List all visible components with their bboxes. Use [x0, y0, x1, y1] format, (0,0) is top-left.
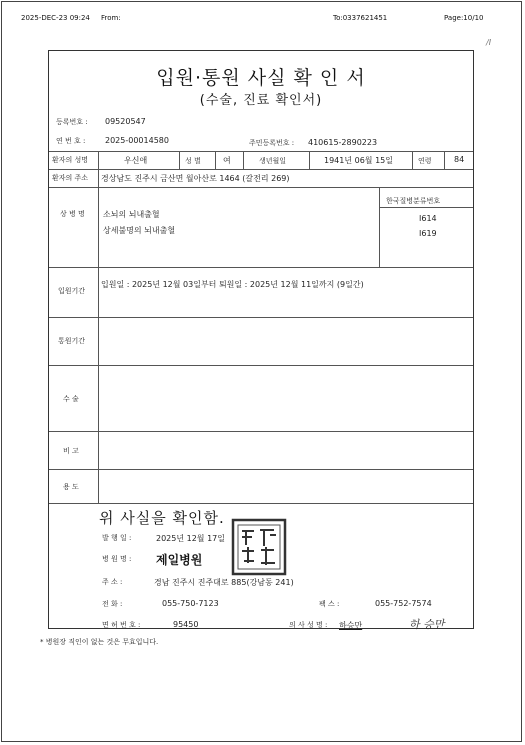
doctor-signature: 하 승만: [409, 618, 445, 631]
diagnosis-label: 상 병 명: [60, 210, 85, 218]
hospital-seal: [230, 517, 288, 577]
hospital-fax: 055-752-7574: [375, 599, 432, 608]
diagnosis-code-2: I619: [419, 229, 437, 238]
document-title: 입원·통원 사실 확 인 서: [156, 67, 366, 89]
age-label: 연령: [418, 157, 432, 165]
fax-to: To:0337621451: [333, 14, 388, 22]
license-label: 면 허 번 호 :: [102, 621, 141, 629]
reg-number: 09520547: [105, 117, 146, 126]
diagnosis-1: 소뇌의 뇌내출혈: [103, 210, 160, 219]
admission-label: 입원기간: [58, 287, 86, 295]
patient-name-label: 환자의 성명: [52, 156, 89, 164]
hospital-address: 경남 진주시 진주대로 885(강남동 241): [154, 578, 294, 587]
doctor-name: 하승만: [339, 621, 363, 630]
issue-date: 2025년 12월 17일: [156, 534, 225, 543]
hospital-name: 제일병원: [156, 553, 203, 567]
patient-name: 우신애: [124, 156, 148, 165]
footer-note: * 병원장 직인이 없는 것은 무효입니다.: [40, 638, 159, 646]
fax-from: From:: [101, 14, 121, 22]
fax-label: 팩 스 :: [319, 600, 340, 608]
sex-label: 성 별: [185, 157, 201, 165]
rrn: 410615-2890223: [308, 138, 378, 147]
birth-label: 생년월일: [259, 157, 287, 165]
kcd-code-header: 한국질병분류번호: [386, 197, 441, 205]
diagnosis-code-1: I614: [419, 214, 437, 223]
issue-date-label: 발 행 일 :: [102, 534, 132, 542]
surgery-label: 수 술: [63, 395, 79, 403]
rrn-label: 주민등록번호 :: [249, 139, 295, 147]
license-number: 95450: [173, 620, 199, 629]
patient-birth: 1941년 06월 15일: [324, 156, 393, 165]
outpatient-label: 통원기간: [58, 337, 86, 345]
patient-age: 84: [454, 155, 465, 164]
phone-label: 전 화 :: [102, 600, 123, 608]
certificate-form: [48, 50, 474, 629]
address-label: 환자의 주소: [52, 174, 89, 182]
doctor-label: 의 사 성 명 :: [289, 621, 328, 629]
serial-number: 2025-00014580: [105, 136, 169, 145]
patient-sex: 여: [223, 156, 231, 165]
fax-datetime: 2025-DEC-23 09:24: [21, 14, 90, 22]
hospital-address-label: 주 소 :: [102, 578, 123, 586]
hospital-phone: 055-750-7123: [162, 599, 219, 608]
confirm-statement: 위 사실을 확인함.: [99, 509, 225, 527]
hospital-label: 병 원 명 :: [102, 555, 132, 563]
fax-page: Page:10/10: [444, 14, 484, 22]
admission-period: 입원일 : 2025년 12월 03일부터 퇴원일 : 2025년 12월 11일까지 (9일간): [101, 280, 364, 289]
purpose-label: 용 도: [63, 483, 79, 491]
corner-mark: /I: [486, 38, 492, 47]
patient-address: 경상남도 진주시 금산면 월아산로 1464 (갈전리 269): [101, 174, 290, 183]
reg-number-label: 등록번호 :: [56, 118, 88, 126]
remarks-label: 비 고: [63, 447, 79, 455]
diagnosis-2: 상세불명의 뇌내출혈: [103, 226, 176, 235]
document-subtitle: (수술, 진료 확인서): [199, 93, 323, 108]
serial-number-label: 연 번 호 :: [56, 137, 86, 145]
